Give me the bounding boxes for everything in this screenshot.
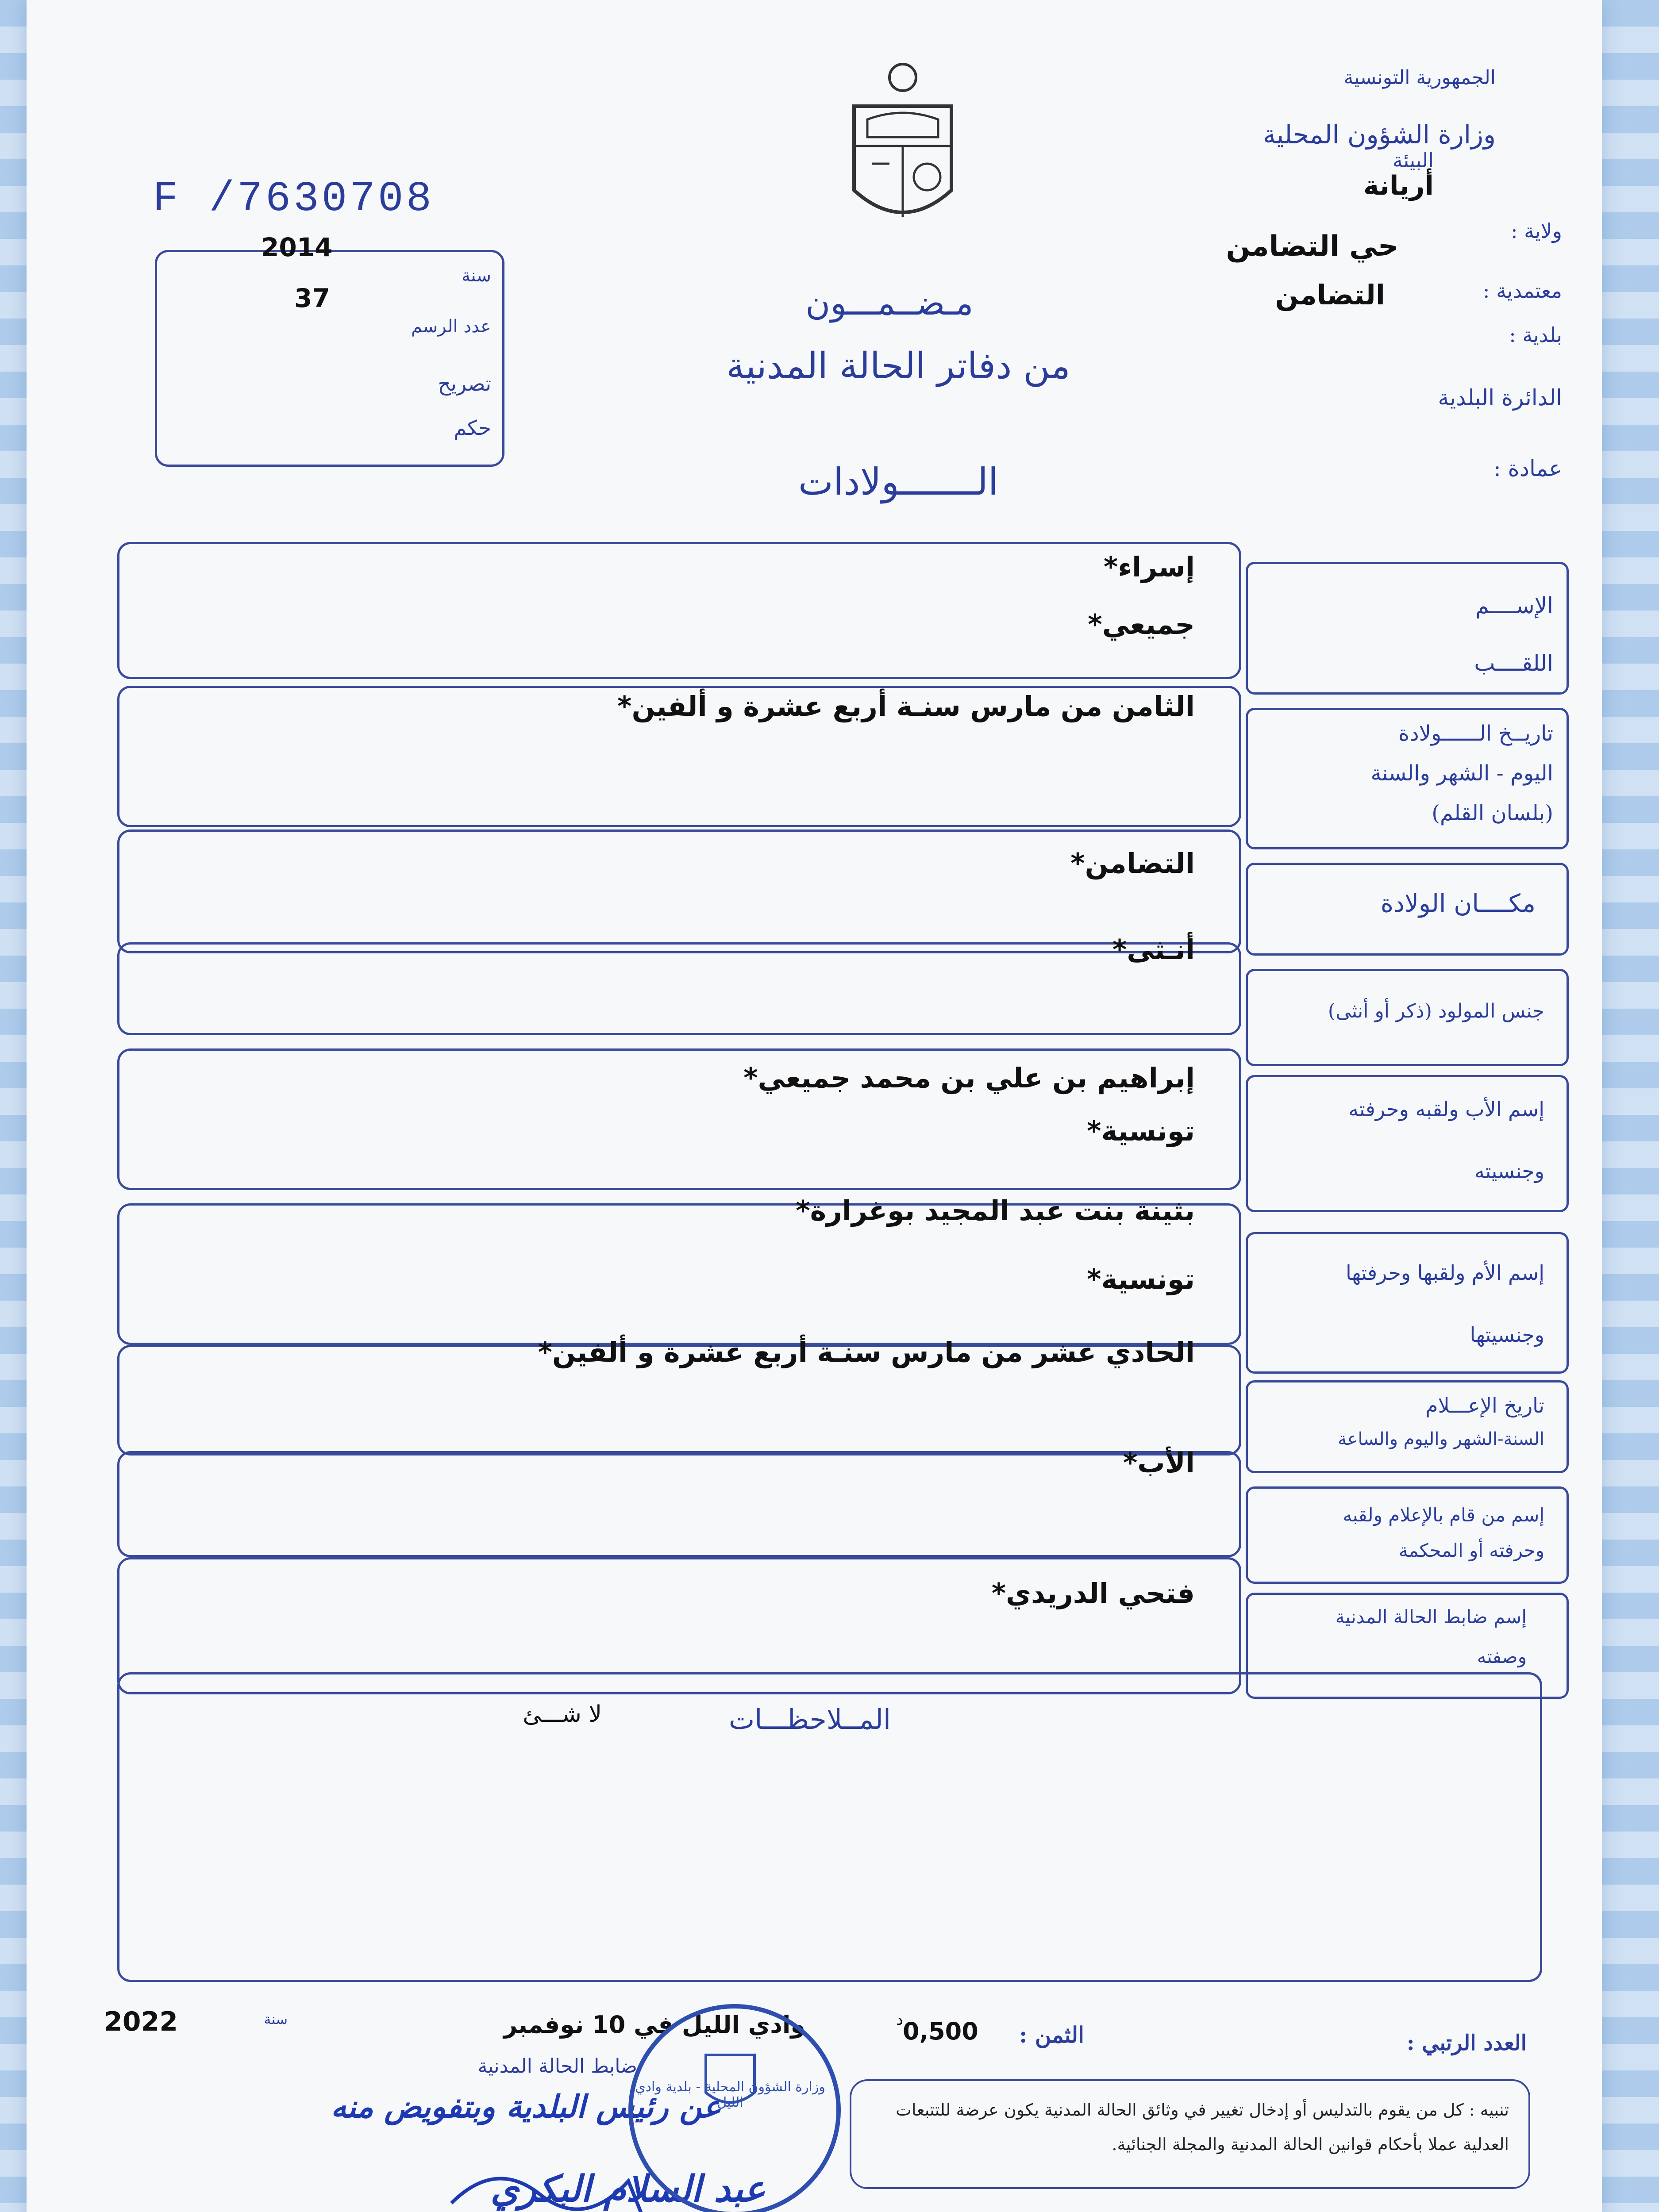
delegation-label: معتمدية : xyxy=(1482,279,1562,303)
father-name-value: إبراهيم بن علي بن محمد جميعي* xyxy=(743,1062,1195,1094)
surname-value: جميعي* xyxy=(1088,608,1195,641)
footer-place-date: وادي الليل في 10 نوفمبر xyxy=(503,2011,805,2039)
first-name-label: الإســــم xyxy=(1475,593,1553,618)
officer-label-1: إسم ضابط الحالة المدنية xyxy=(1335,1606,1527,1628)
father-label-2: وجنسيته xyxy=(1474,1159,1544,1183)
birth-date-label-2: اليوم - الشهر والسنة xyxy=(1370,761,1553,786)
birth-date-value: الثامن من مارس سنـة أربع عشرة و ألفين* xyxy=(617,690,1195,722)
record-year-value: 2014 xyxy=(261,232,333,262)
signature-title: ضابط الحالة المدنية xyxy=(477,2055,637,2078)
declaration-date-label-1: تاريخ الإعـــلام xyxy=(1425,1394,1544,1417)
mother-label-1: إسم الأم ولقبها وحرفتها xyxy=(1345,1261,1544,1285)
signature-scribble-icon xyxy=(443,2150,664,2212)
title-registers: من دفاتر الحالة المدنية xyxy=(726,345,1070,387)
footer-year-label: سنة xyxy=(264,2011,288,2028)
governorate-printed: البيئة xyxy=(1392,148,1434,172)
serial-number: F /7630708 xyxy=(153,175,435,223)
sex-value: أنـثى* xyxy=(1112,933,1195,966)
mother-label-2: وجنسيتها xyxy=(1470,1323,1544,1347)
declaration-date-value: الحادي عشر من مارس سنـة أربع عشرة و ألفين* xyxy=(538,1336,1195,1368)
birth-place-label: مكــــان الولادة xyxy=(1380,889,1536,918)
footer-year-value: 2022 xyxy=(104,2006,178,2037)
country-name: الجمهورية التونسية xyxy=(1343,66,1496,89)
first-name-value: إسراء* xyxy=(1103,551,1195,583)
remarks-value: لا شـــئ xyxy=(523,1701,602,1728)
sex-label: جنس المولود (ذكر أو أنثى) xyxy=(1328,1000,1544,1022)
signature-name: عبد السلام البكري xyxy=(490,2168,766,2210)
label-box-mother xyxy=(1246,1232,1569,1374)
birth-date-label-3: (بلسان القلم) xyxy=(1432,801,1553,826)
record-number-value: 37 xyxy=(294,283,330,313)
footer-price-value: 0,500 xyxy=(903,2017,978,2045)
declarant-value: الأب* xyxy=(1123,1447,1195,1479)
remarks-label: المــلاحظـــات xyxy=(728,1703,891,1736)
wilaya-label: ولاية : xyxy=(1510,219,1562,243)
signature-delegation: عن رئيس البلدية وبتفويض منه xyxy=(331,2088,721,2125)
declaration-date-label-2: السنة-الشهر واليوم والساعة xyxy=(1338,1429,1544,1449)
footer-price-unit: د xyxy=(896,2011,904,2029)
declarant-label-2: وحرفته أو المحكمة xyxy=(1398,1540,1544,1561)
stamp-emblem-icon xyxy=(699,2044,761,2115)
notice-text: تنبيه : كل من يقوم بالتدليس أو إدخال تغيير في وثائق الحالة المدنية يكون عرضة للتتبعات العدلية عملا بأحكام قوانين الحالة المدنية والمجلة الجنائية. xyxy=(896,2100,1509,2154)
coat-of-arms-icon xyxy=(836,58,969,234)
father-nationality-value: تونسية* xyxy=(1087,1115,1195,1147)
municipality-label: بلدية : xyxy=(1509,323,1562,347)
imada-label: عمادة : xyxy=(1493,456,1562,481)
record-number-label: عدد الرسم xyxy=(411,316,491,337)
mother-name-value: بثينة بنت عبد المجيد بوغرارة* xyxy=(796,1194,1195,1227)
label-box-father xyxy=(1246,1075,1569,1212)
birth-date-label-1: تاريــخ الــــــولادة xyxy=(1398,721,1553,746)
footer-price-label: الثمن : xyxy=(1019,2022,1084,2048)
judgment-label: حكم xyxy=(454,416,491,440)
declarant-label-1: إسم من قام بالإعلام ولقبه xyxy=(1343,1504,1544,1526)
ministry-name: وزارة الشؤون المحلية xyxy=(1263,119,1496,150)
title-births: الـــــــولادات xyxy=(798,460,999,503)
wilaya-value: حي التضامن xyxy=(1226,230,1398,263)
delegation-value: التضامن xyxy=(1275,279,1385,311)
declaration-label: تصريح xyxy=(438,372,491,396)
label-box-declarant xyxy=(1246,1486,1569,1584)
title-content: مـضــمـــون xyxy=(805,283,974,323)
mother-nationality-value: تونسية* xyxy=(1087,1263,1195,1295)
record-year-label: سنة xyxy=(461,265,491,286)
surname-label: اللقــــب xyxy=(1474,650,1553,676)
officer-value: فتحي الدريدي* xyxy=(991,1577,1195,1609)
stamp-text: وزارة الشؤون المحلية - بلدية وادي الليل xyxy=(635,2079,825,2110)
birth-place-value: التضامن* xyxy=(1070,847,1195,879)
footer-serial-label: العدد الرتبي : xyxy=(1406,2031,1527,2055)
father-label-1: إسم الأب ولقبه وحرفته xyxy=(1348,1097,1544,1121)
officer-label-2: وصفته xyxy=(1477,1646,1527,1667)
governorate-value: أريانة xyxy=(1363,170,1434,201)
district-label: الدائرة البلدية xyxy=(1438,385,1562,411)
